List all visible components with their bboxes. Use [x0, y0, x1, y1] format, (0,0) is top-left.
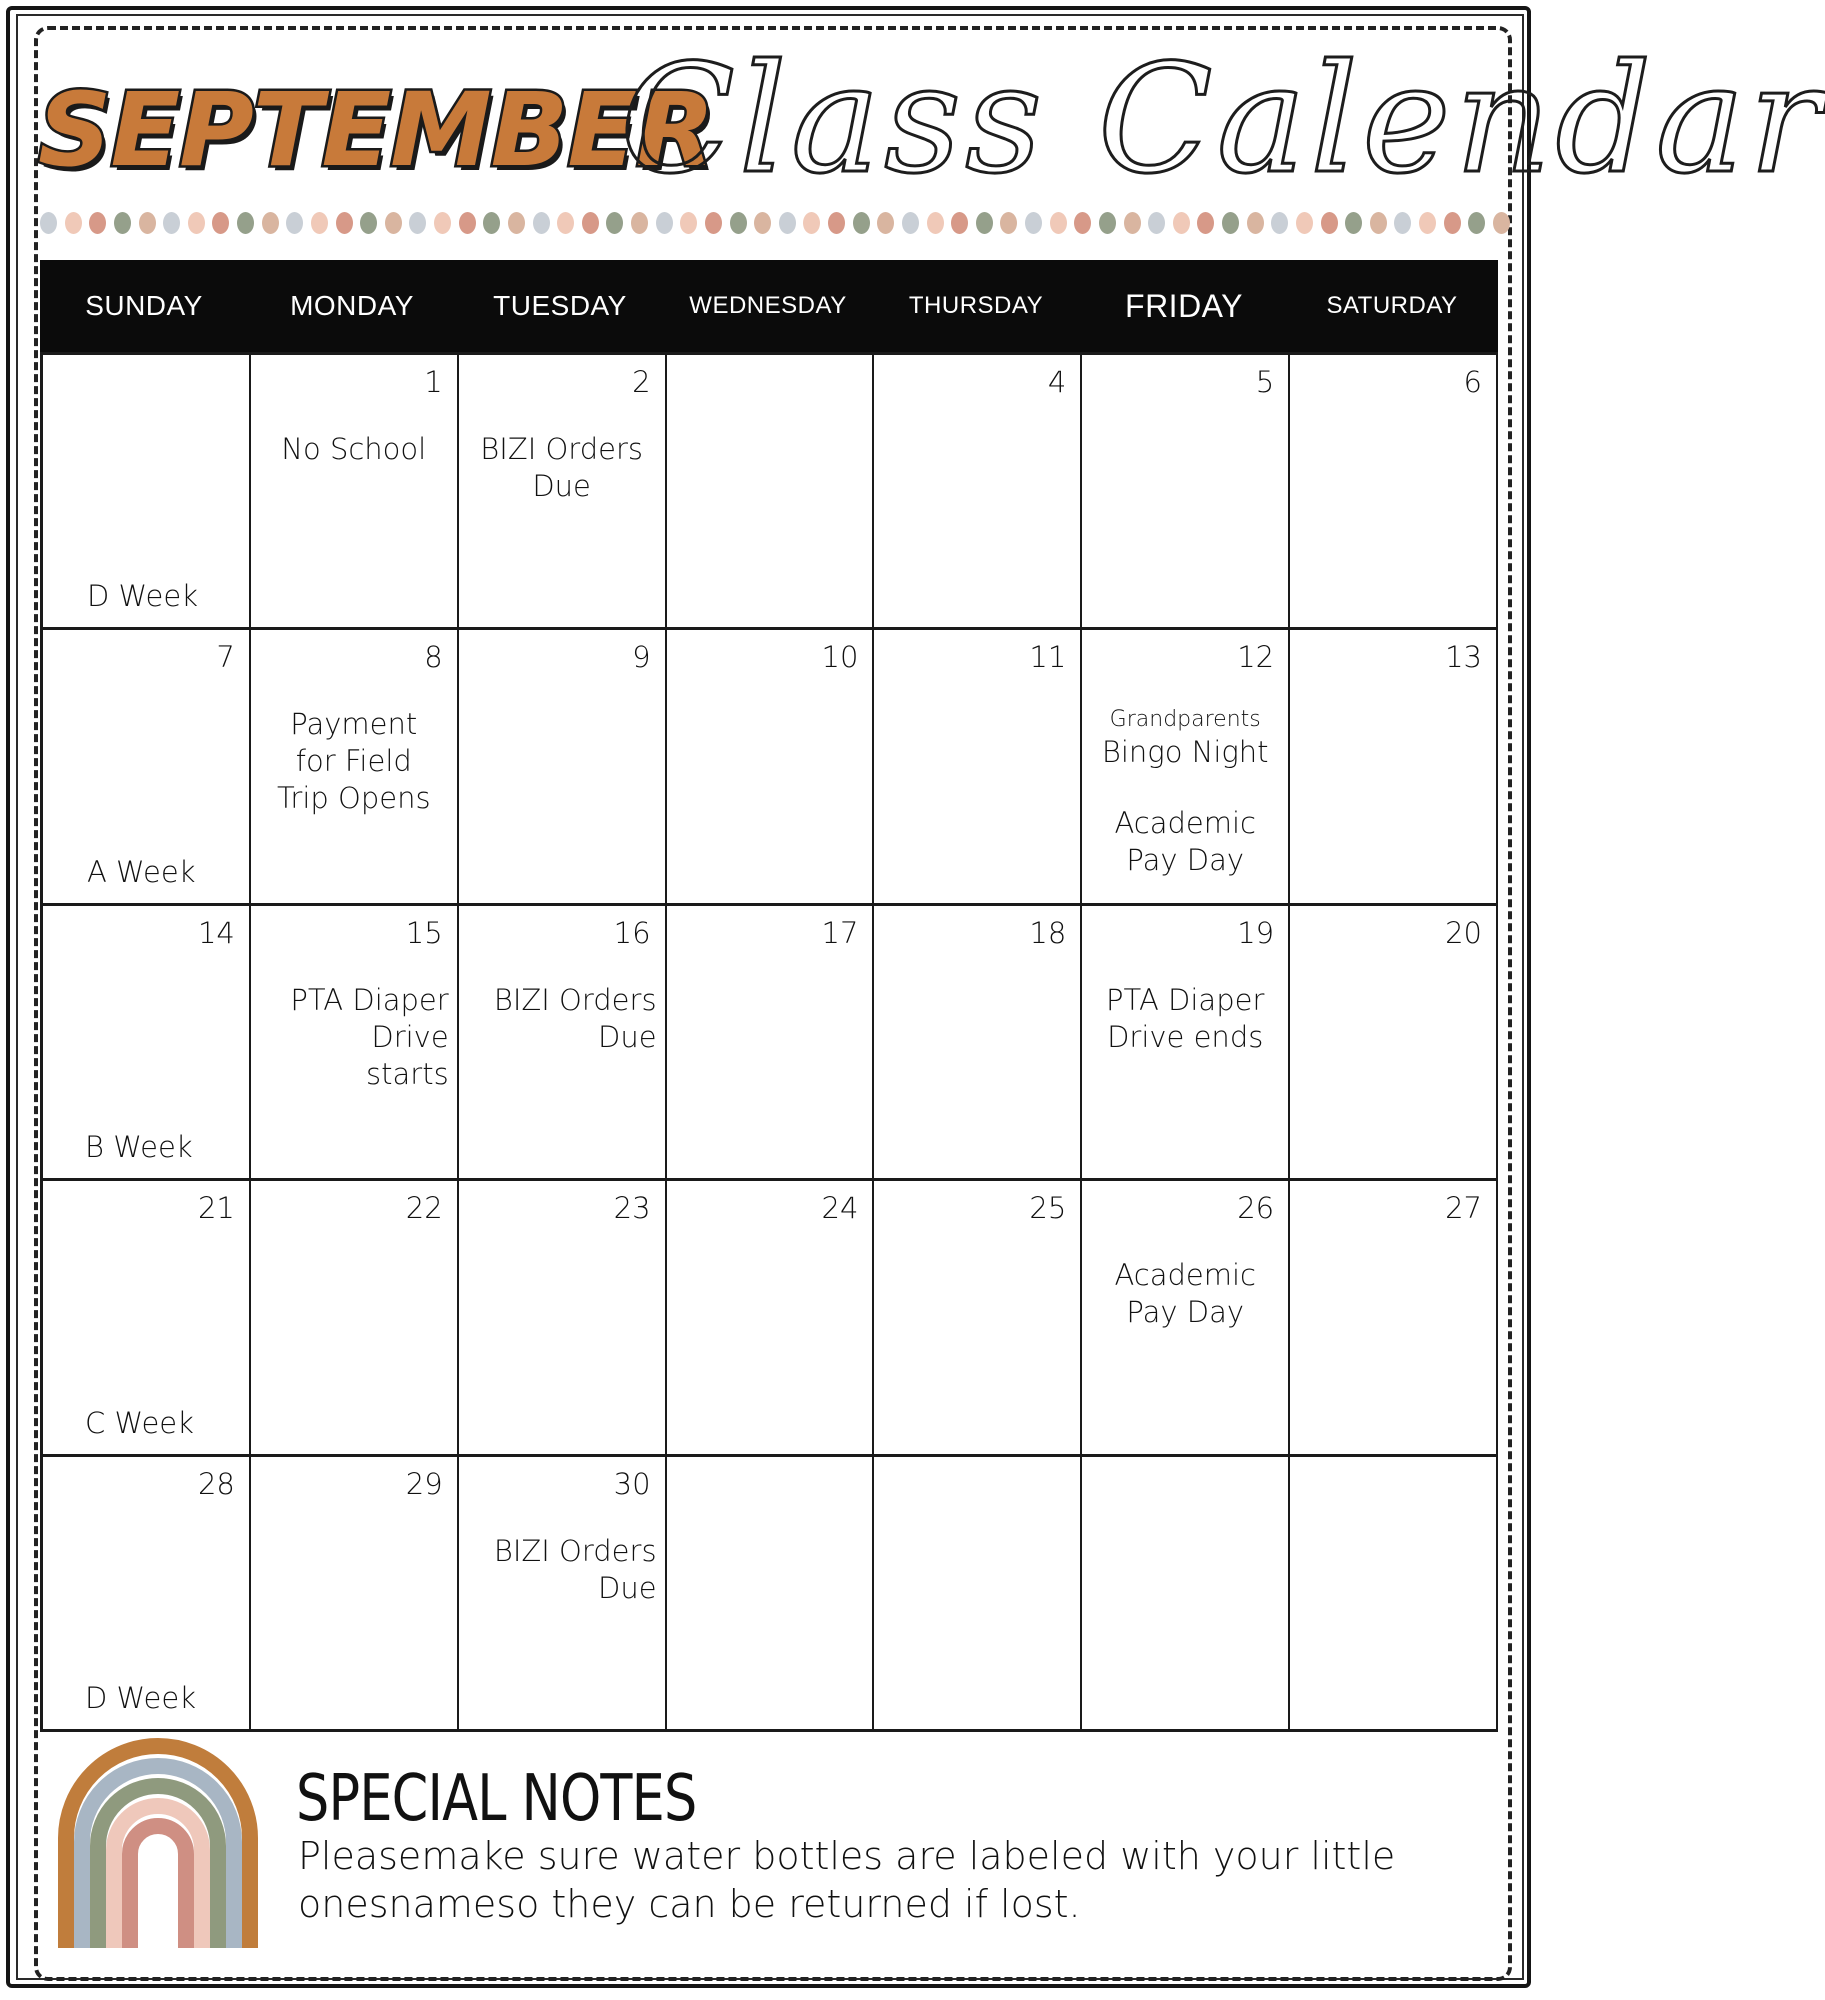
calendar-grid: [40, 352, 1498, 1732]
decorative-dot: [976, 212, 993, 234]
calendar-day-cell: [1290, 630, 1498, 905]
decorative-dot: [853, 212, 870, 234]
calendar-day-cell: [667, 630, 875, 905]
event-line: for Field: [295, 744, 412, 779]
day-number: 12: [1237, 640, 1275, 675]
special-notes-title: SPECIAL NOTES: [296, 1762, 697, 1836]
calendar-day-cell: [667, 355, 875, 630]
decorative-dot: [1148, 212, 1165, 234]
day-events: [259, 982, 449, 1093]
calendar-day-cell: [1290, 1457, 1498, 1732]
weekday-monday: MONDAY: [290, 290, 414, 321]
decorative-dot: [606, 212, 623, 234]
decorative-dot: [89, 212, 106, 234]
day-number: 2: [632, 365, 651, 399]
decorative-dot: [336, 212, 353, 234]
decorative-dot: [385, 212, 402, 234]
day-events: [1090, 1257, 1280, 1331]
day-number: 22: [405, 1191, 443, 1226]
event-line: Grandparents: [1109, 707, 1261, 733]
decorative-dot: [1197, 212, 1214, 234]
weekday-saturday: SATURDAY: [1326, 292, 1458, 319]
calendar-day-cell: [43, 630, 251, 905]
decorative-dot: [1394, 212, 1411, 234]
decorative-dot: [163, 212, 180, 234]
decorative-dot: [582, 212, 599, 234]
event-line: Due: [532, 469, 591, 503]
day-number: 26: [1237, 1191, 1275, 1226]
calendar-day-cell: [1290, 1181, 1498, 1456]
calendar-day-cell: [667, 906, 875, 1181]
day-number: 8: [424, 640, 443, 675]
day-number: 1: [424, 365, 443, 399]
decorative-dot: [409, 212, 426, 234]
week-label: B Week: [85, 1130, 193, 1165]
event-line: BIZI Orders: [480, 432, 643, 466]
decorative-dot: [459, 212, 476, 234]
day-number: 28: [197, 1466, 235, 1501]
decorative-dot: [1296, 212, 1313, 234]
calendar-day-cell: [251, 355, 459, 630]
decorative-dot: [1124, 212, 1141, 234]
day-number: 16: [613, 915, 651, 950]
week-label: D Week: [87, 579, 199, 614]
calendar-day-cell: [43, 1457, 251, 1732]
decorative-dot: [1345, 212, 1362, 234]
weekday-friday: FRIDAY: [1125, 287, 1243, 324]
week-label: C Week: [85, 1405, 194, 1440]
calendar-day-cell: [1082, 906, 1290, 1181]
decorative-dot: [631, 212, 648, 234]
decorative-dot: [1173, 212, 1190, 234]
decorative-dot: [1271, 212, 1288, 234]
calendar-day-cell: [459, 906, 667, 1181]
week-label: D Week: [85, 1680, 197, 1715]
calendar-day-cell: [874, 906, 1082, 1181]
decorative-dot: [434, 212, 451, 234]
day-events: [1090, 706, 1280, 879]
event-line: BIZI Orders: [493, 982, 657, 1017]
calendar-day-cell: [667, 1457, 875, 1732]
day-number: 5: [1255, 365, 1275, 399]
calendar-day-cell: [459, 630, 667, 905]
day-events: [467, 1533, 657, 1607]
event-line: PTA Diaper: [1106, 982, 1265, 1017]
rainbow-icon: [48, 1738, 268, 1958]
decorative-dot: [139, 212, 156, 234]
day-events: [259, 431, 449, 468]
calendar-day-cell: [43, 355, 251, 630]
decorative-dot: [65, 212, 82, 234]
event-line: Due: [598, 1019, 657, 1054]
calendar-day-cell: [667, 1181, 875, 1456]
decorative-dot: [360, 212, 377, 234]
event-line: Pay Day: [1126, 843, 1245, 878]
event-line: Bingo Night: [1101, 735, 1269, 770]
day-number: 29: [405, 1466, 443, 1501]
day-number: 10: [821, 640, 859, 675]
decorative-dot: [212, 212, 229, 234]
day-number: 6: [1463, 365, 1482, 399]
calendar-day-cell: [874, 1457, 1082, 1732]
decorative-dot: [533, 212, 550, 234]
day-number: 23: [613, 1191, 651, 1226]
decorative-dot: [188, 212, 205, 234]
weekday-sunday: SUNDAY: [85, 290, 203, 321]
weekday-tuesday: TUESDAY: [493, 290, 627, 321]
week-label: A Week: [87, 854, 196, 889]
day-number: 7: [216, 640, 235, 675]
decorative-dot: [286, 212, 303, 234]
decorative-dot: [656, 212, 673, 234]
day-events: [1090, 982, 1280, 1056]
day-events: [467, 982, 657, 1056]
month-title: SEPTEMBER: [38, 71, 714, 190]
calendar-day-cell: [1082, 630, 1290, 905]
decorative-dot: [730, 212, 747, 234]
calendar-day-cell: [43, 906, 251, 1181]
event-line: [1090, 771, 1280, 805]
calendar-day-cell: [874, 630, 1082, 905]
weekday-thursday: THURSDAY: [908, 292, 1044, 319]
decorative-dot: [927, 212, 944, 234]
decorative-dot: [1074, 212, 1091, 234]
decorative-dot: [1222, 212, 1239, 234]
calendar-day-cell: [1082, 1457, 1290, 1732]
day-number: 4: [1047, 365, 1067, 399]
calendar-day-cell: [251, 630, 459, 905]
decorative-dot: [1444, 212, 1461, 234]
event-line: starts: [366, 1056, 449, 1091]
day-number: 13: [1445, 640, 1482, 675]
decorative-dot: [877, 212, 894, 234]
calendar-day-cell: [459, 1181, 667, 1456]
decorative-dot: [754, 212, 771, 234]
calendar-day-cell: [251, 1457, 459, 1732]
calendar-day-cell: [1290, 355, 1498, 630]
decorative-dot: [311, 212, 328, 234]
calendar-day-cell: [1082, 355, 1290, 630]
day-number: 21: [197, 1191, 235, 1226]
decorative-dot: [828, 212, 845, 234]
decorative-dot: [1468, 212, 1485, 234]
calendar-day-cell: [459, 355, 667, 630]
day-number: 14: [197, 915, 235, 950]
event-line: BIZI Orders: [493, 1533, 657, 1568]
special-notes-body: Pleasemake sure water bottles are labeled with your little onesnameso they can be returned if lost.: [298, 1834, 1396, 1926]
decorative-dot: [40, 212, 57, 234]
day-number: 17: [821, 915, 859, 950]
decorative-dot: [114, 212, 131, 234]
weekday-header: [40, 260, 1498, 352]
calendar-day-cell: [251, 1181, 459, 1456]
event-line: Payment: [290, 707, 418, 742]
decorative-dot: [902, 212, 919, 234]
day-number: 15: [405, 915, 443, 950]
calendar-day-cell: [874, 355, 1082, 630]
event-line: PTA Diaper: [290, 982, 449, 1017]
calendar-title: Class Calendar: [620, 33, 1825, 207]
decorative-dot: [262, 212, 279, 234]
event-line: No School: [281, 432, 427, 466]
event-line: Pay Day: [1126, 1295, 1245, 1330]
calendar-day-cell: [251, 906, 459, 1181]
day-number: 25: [1029, 1191, 1067, 1226]
day-number: 30: [613, 1466, 651, 1501]
event-line: Drive: [371, 1019, 449, 1054]
calendar-day-cell: [1082, 1181, 1290, 1456]
event-line: Due: [598, 1570, 657, 1605]
day-number: 20: [1445, 915, 1482, 950]
event-line: Drive ends: [1107, 1019, 1264, 1054]
decorative-dot: [1050, 212, 1067, 234]
calendar-day-cell: [1290, 906, 1498, 1181]
decorative-dot: [1419, 212, 1436, 234]
calendar-day-cell: [459, 1457, 667, 1732]
calendar-day-cell: [43, 1181, 251, 1456]
decorative-dot: [1099, 212, 1116, 234]
rainbow-arc: [130, 1826, 186, 1948]
decorative-dot: [1247, 212, 1264, 234]
decorative-dot: [1000, 212, 1017, 234]
decorative-dot: [1025, 212, 1042, 234]
decorative-dot: [557, 212, 574, 234]
event-line: Academic: [1114, 806, 1256, 841]
weekday-wednesday: WEDNESDAY: [689, 292, 847, 319]
day-events: [467, 431, 657, 505]
day-events: [259, 706, 449, 817]
event-line: Academic: [1114, 1258, 1256, 1293]
decorative-dots: [40, 210, 1510, 236]
decorative-dot: [680, 212, 697, 234]
decorative-dot: [1370, 212, 1387, 234]
decorative-dot: [951, 212, 968, 234]
decorative-dot: [1321, 212, 1338, 234]
decorative-dot: [1493, 212, 1510, 234]
day-number: 18: [1029, 915, 1067, 950]
event-line: Trip Opens: [276, 781, 431, 816]
day-number: 19: [1237, 915, 1275, 950]
decorative-dot: [705, 212, 722, 234]
day-number: 11: [1029, 640, 1067, 675]
decorative-dot: [803, 212, 820, 234]
day-number: 9: [632, 640, 651, 675]
decorative-dot: [779, 212, 796, 234]
decorative-dot: [508, 212, 525, 234]
day-number: 24: [821, 1191, 859, 1226]
day-number: 27: [1445, 1191, 1482, 1226]
decorative-dot: [237, 212, 254, 234]
calendar-day-cell: [874, 1181, 1082, 1456]
decorative-dot: [483, 212, 500, 234]
